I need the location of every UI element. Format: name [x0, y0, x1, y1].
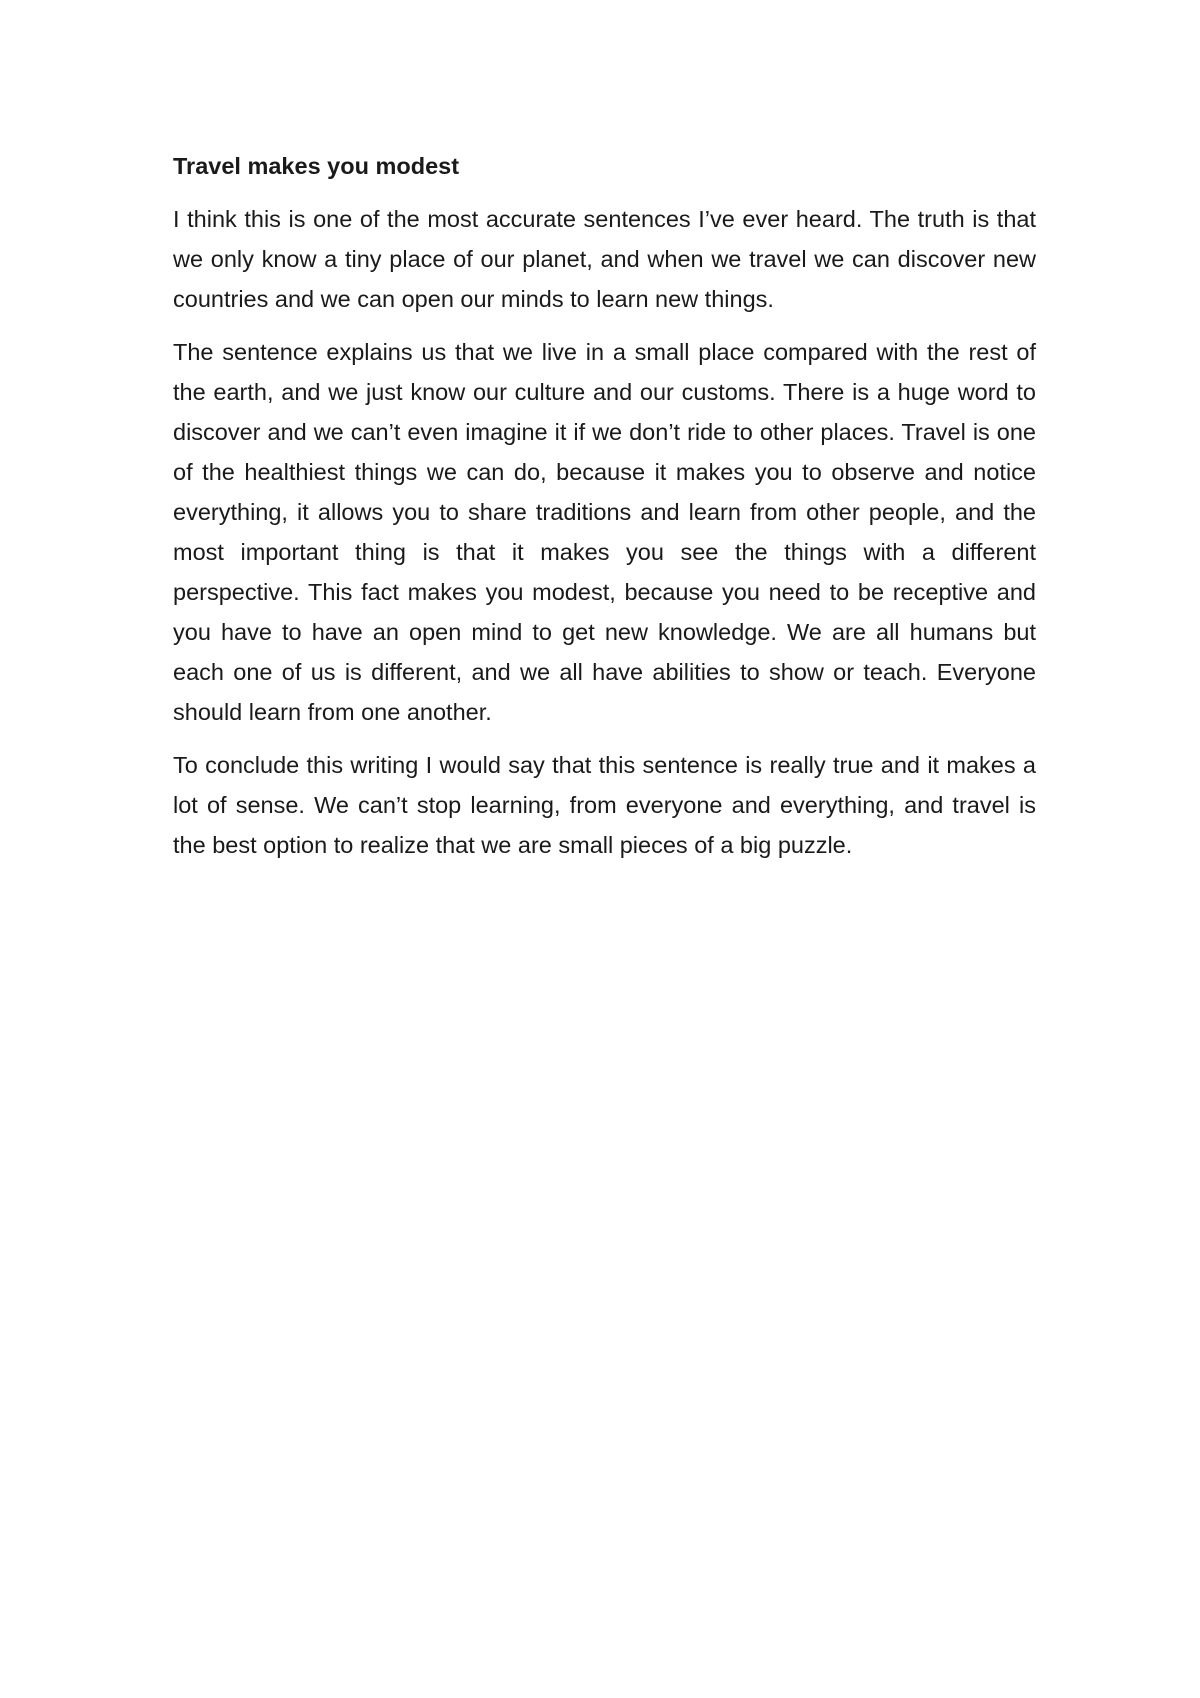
paragraph-conclusion: To conclude this writing I would say that this sentence is really true and it makes a lot of sense. We can’t stop learning, from everyone and everything, and travel is the best option to realize that we are small pieces of a big puzzle. — [173, 752, 1036, 858]
paragraph-body: The sentence explains us that we live in a small place compared with the rest of the earth, and we just know our culture and our customs. There is a huge word to discover and we can’t even imagine it if we don’t ride to other places. Travel is one of the healthiest things we can do, because it makes you to observe and notice everything, it allows you to share traditions and learn from other people, and the most important thing is that it makes you see the things with a different perspective. This fact makes you modest, because you need to be receptive and you have to have an open mind to get new knowledge. We are all humans but each one of us is different, and we all have abilities to show or teach. Everyone should learn from one another. — [173, 339, 1036, 725]
document-title: Travel makes you modest — [173, 153, 460, 179]
document-body — [173, 146, 1036, 878]
paragraph-intro: I think this is one of the most accurate sentences I’ve ever heard. The truth is that we only know a tiny place of our planet, and when we travel we can discover new countries and we can open our minds to learn new things. — [173, 206, 1036, 312]
